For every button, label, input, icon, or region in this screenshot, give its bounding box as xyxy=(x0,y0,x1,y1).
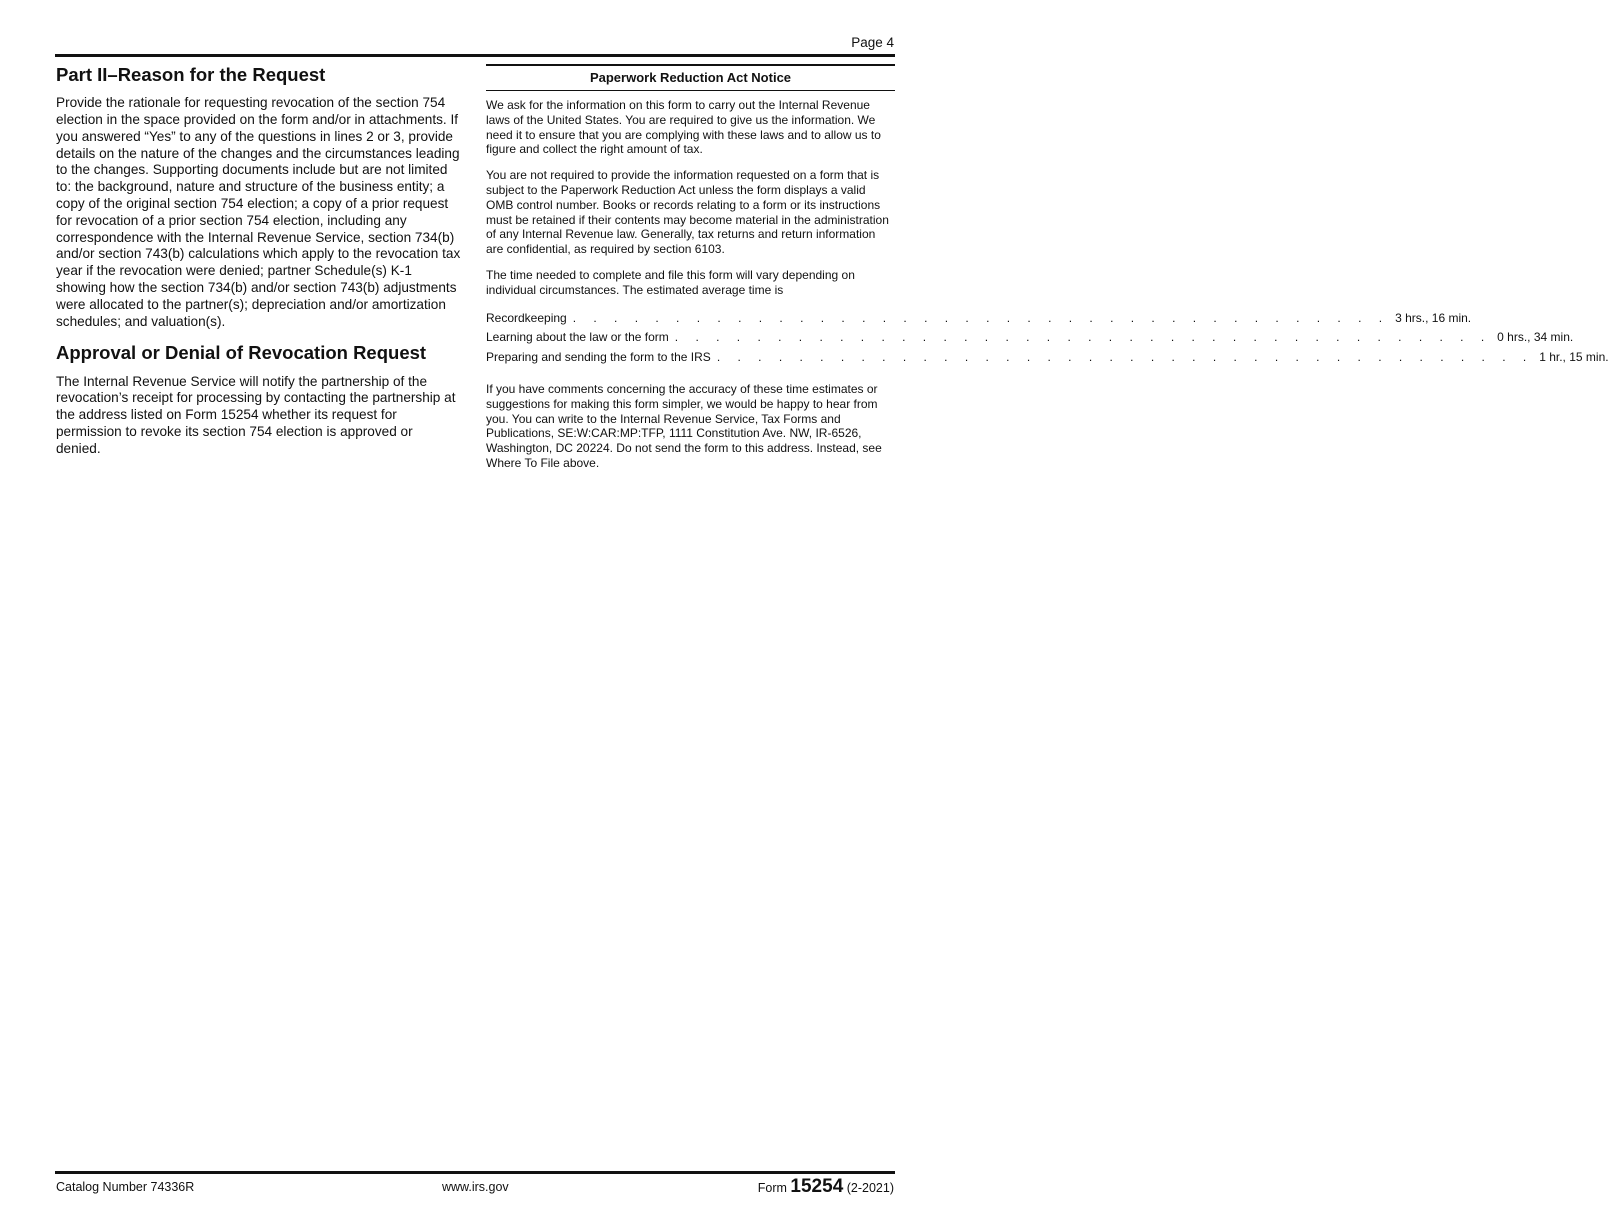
approval-heading: Approval or Denial of Revocation Request xyxy=(56,342,427,364)
time-value: 3 hrs., 16 min. xyxy=(1395,310,1472,325)
website-link[interactable]: www.irs.gov xyxy=(442,1180,509,1194)
catalog-number: Catalog Number 74336R xyxy=(56,1180,195,1194)
paperwork-para-4: If you have comments concerning the accuracy of these time estimates or suggestions for making this form simpler, we would be happy to hear from you. You can write to the Internal Revenue Service, Tax Forms and Publications, SE:W:CAR:MP:TFP, 1111 Constitution Ave. NW, IR-6526, Washington, DC 20224. Do not send the form to this address. Instead, see Where To File above. xyxy=(486,382,882,471)
right-column xyxy=(486,64,1609,482)
form-revision: (2-2021) xyxy=(846,1181,894,1195)
left-column xyxy=(56,64,461,470)
paperwork-para-3: The time needed to complete and file this form will vary depending on individual circumstances. The estimated average time is xyxy=(486,267,855,297)
time-row-preparing xyxy=(486,349,1609,370)
approval-body: The Internal Revenue Service will notify the partnership of the revocation’s receipt for processing by contacting the partnership at the address listed on Form 15254 whether its request for permission to revoke its section 754 election is approved or denied. xyxy=(56,373,456,456)
time-row-recordkeeping xyxy=(486,310,1472,331)
time-row-learning xyxy=(486,330,1574,350)
page-number: Page 4 xyxy=(851,35,894,50)
time-label: Learning about the law or the form xyxy=(486,330,669,345)
paperwork-para-2: You are not required to provide the information requested on a form that is subject to the Paperwork Reduction Act unless the form displays a valid OMB control number. Books or records relating to a form or its instructions must be retained if their contents may become material in the administration of any Internal Revenue law. Generally, tax returns and return information are confidential, as required by section 6103. xyxy=(486,168,889,257)
paperwork-heading: Paperwork Reduction Act Notice xyxy=(486,64,895,91)
leader-dots: . . . . . . . . . . . . . . . . . . . . . . . . . . . . . . . . . . . . . . . . xyxy=(572,310,1390,325)
leader-dots: . . . . . . . . . . . . . . . . . . . . . . . . . . . . . . . . . . . . . . . . xyxy=(716,349,1534,364)
part2-body: Provide the rationale for requesting revocation of the section 754 election in the space provided on the form and/or in attachments. If you answered “Yes” to any of the questions in lines 2 or 3, provide details on the nature of the changes and the circumstances leading to the changes. Supporting documents include but are not limited to: the background, nature and structure of the business entity; a copy of the original section 754 election; a copy of a prior request for revocation of a prior section 754 election, including any correspondence with the Internal Revenue Service, section 734(b) and/or section 743(b) calculations which apply to the revocation tax year if the revocation were denied; partner Schedule(s) K-1 showing how the section 734(b) and/or section 743(b) adjustments were allocated to the partner(s); depreciation and/or amortization schedules; and valuation(s). xyxy=(56,95,461,329)
time-label: Recordkeeping xyxy=(486,310,567,325)
time-value: 0 hrs., 34 min. xyxy=(1497,330,1574,345)
leader-dots: . . . . . . . . . . . . . . . . . . . . . . . . . . . . . . . . . . . . . . . . xyxy=(674,330,1492,345)
time-estimates-table xyxy=(486,310,1609,370)
time-label: Preparing and sending the form to the IRS xyxy=(486,349,711,364)
part2-heading: Part II–Reason for the Request xyxy=(56,64,326,85)
paperwork-para-1: We ask for the information on this form to carry out the Internal Revenue laws of the United States. You are required to give us the information. We need it to ensure that you are complying with these laws and to allow us to figure and collect the right amount of tax. xyxy=(486,98,881,157)
page-footer xyxy=(56,1176,894,1198)
form-identifier xyxy=(758,1176,894,1198)
bottom-divider xyxy=(55,1171,895,1174)
top-divider xyxy=(55,54,895,57)
form-number: 15254 xyxy=(790,1176,844,1197)
time-value: 1 hr., 15 min. xyxy=(1539,349,1609,364)
form-word: Form xyxy=(757,1181,787,1195)
